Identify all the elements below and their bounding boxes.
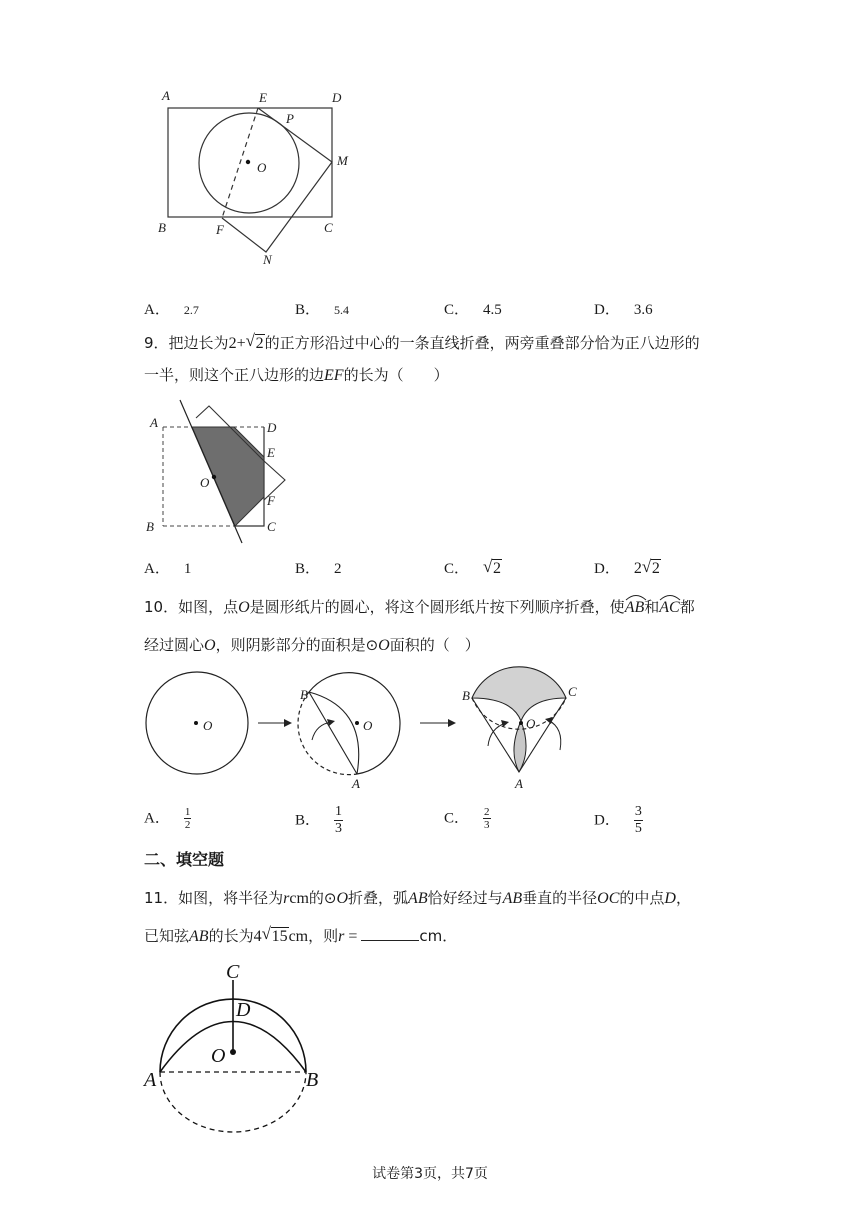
answer-blank[interactable] bbox=[361, 926, 419, 941]
q10-figure bbox=[140, 668, 590, 796]
q10-option-b[interactable]: B． $\frac{1}{3}$ bbox=[295, 804, 343, 836]
page-footer: 试卷第3页，共7页 bbox=[372, 1166, 488, 1182]
fig8-label-a: A bbox=[162, 88, 170, 103]
fig8-label-n: N bbox=[263, 252, 272, 267]
fig9-label-f: F bbox=[267, 493, 275, 508]
fig11-label-c: C bbox=[226, 961, 240, 983]
q11-figure bbox=[140, 958, 340, 1134]
fig8-label-p: P bbox=[286, 111, 294, 126]
fig11-label-a: A bbox=[144, 1069, 157, 1091]
fig10-label-a3: A bbox=[515, 776, 523, 791]
fig8-label-b: B bbox=[158, 220, 166, 235]
q10-option-c[interactable]: C． $\frac{2}{3}$ bbox=[444, 806, 490, 831]
fig10-label-o2: O bbox=[363, 718, 373, 733]
q8-figure bbox=[150, 82, 370, 272]
fig8-label-c: C bbox=[324, 220, 333, 235]
q8-option-b[interactable]: B． 5.4 bbox=[295, 302, 350, 318]
fig8-label-o: O bbox=[257, 160, 267, 175]
fig10-label-b3: B bbox=[462, 688, 470, 703]
q11-text-line1: 11．如图，将半径为rcm的⊙O折叠，弧AB恰好经过与AB垂直的半径OC的中点D， bbox=[144, 889, 691, 907]
fig10-label-o1: O bbox=[203, 718, 213, 733]
q9-option-a[interactable]: A． 1 bbox=[144, 561, 192, 577]
section-title: 二、填空题 bbox=[144, 850, 225, 869]
q8-option-c[interactable]: C． 4.5 bbox=[444, 302, 502, 318]
fig10-label-b2: B bbox=[300, 687, 308, 702]
fig9-label-d: D bbox=[267, 420, 277, 435]
q8-option-a[interactable]: A． 2.7 bbox=[144, 302, 199, 318]
q11-text-line2: 已知弦AB的长为4 √ 15cm，则r = cm． bbox=[144, 924, 458, 945]
fig9-label-o: O bbox=[200, 475, 210, 490]
q8-option-d[interactable]: D． 3.6 bbox=[594, 302, 653, 318]
q9-option-c[interactable]: C． √ 2 bbox=[444, 557, 502, 577]
q9-figure bbox=[140, 395, 300, 545]
fig8-label-d: D bbox=[332, 90, 342, 105]
q10-option-d[interactable]: D． $\frac{3}{5}$ bbox=[594, 804, 642, 836]
q9-text-line2: 一半，则这个正八边形的边EF的长为（ ） bbox=[144, 366, 449, 384]
q9-option-d[interactable]: D． 2 √ 2 bbox=[594, 557, 660, 577]
fig10-label-c3: C bbox=[568, 684, 577, 699]
fig8-label-f: F bbox=[216, 222, 224, 237]
fig9-label-b: B bbox=[146, 519, 154, 534]
fig11-label-d: D bbox=[236, 999, 251, 1021]
fig11-label-b: B bbox=[306, 1069, 319, 1091]
fig8-label-e: E bbox=[259, 90, 267, 105]
fig9-label-c: C bbox=[267, 519, 276, 534]
fig10-label-a2: A bbox=[352, 776, 360, 791]
fig9-label-e: E bbox=[267, 445, 275, 460]
fig8-label-m: M bbox=[337, 153, 348, 168]
fig11-label-o: O bbox=[211, 1045, 226, 1067]
q10-option-a[interactable]: A． $\frac{1}{2}$ bbox=[144, 806, 191, 831]
q9-option-b[interactable]: B． 2 bbox=[295, 561, 342, 577]
fig9-label-a: A bbox=[150, 415, 158, 430]
q10-text-line1: 10．如图，点O是圆形纸片的圆心，将这个圆形纸片按下列顺序折叠，使 AB和 AC都 bbox=[144, 598, 724, 617]
q10-text-line2: 经过圆心O，则阴影部分的面积是⊙O面积的（ ） bbox=[144, 636, 480, 654]
q9-text-line1: 9．把边长为2+ √ 2的正方形沿过中心的一条直线折叠，两旁重叠部分恰为正八边形的 bbox=[144, 331, 700, 352]
fig10-label-o3: O bbox=[526, 716, 536, 731]
